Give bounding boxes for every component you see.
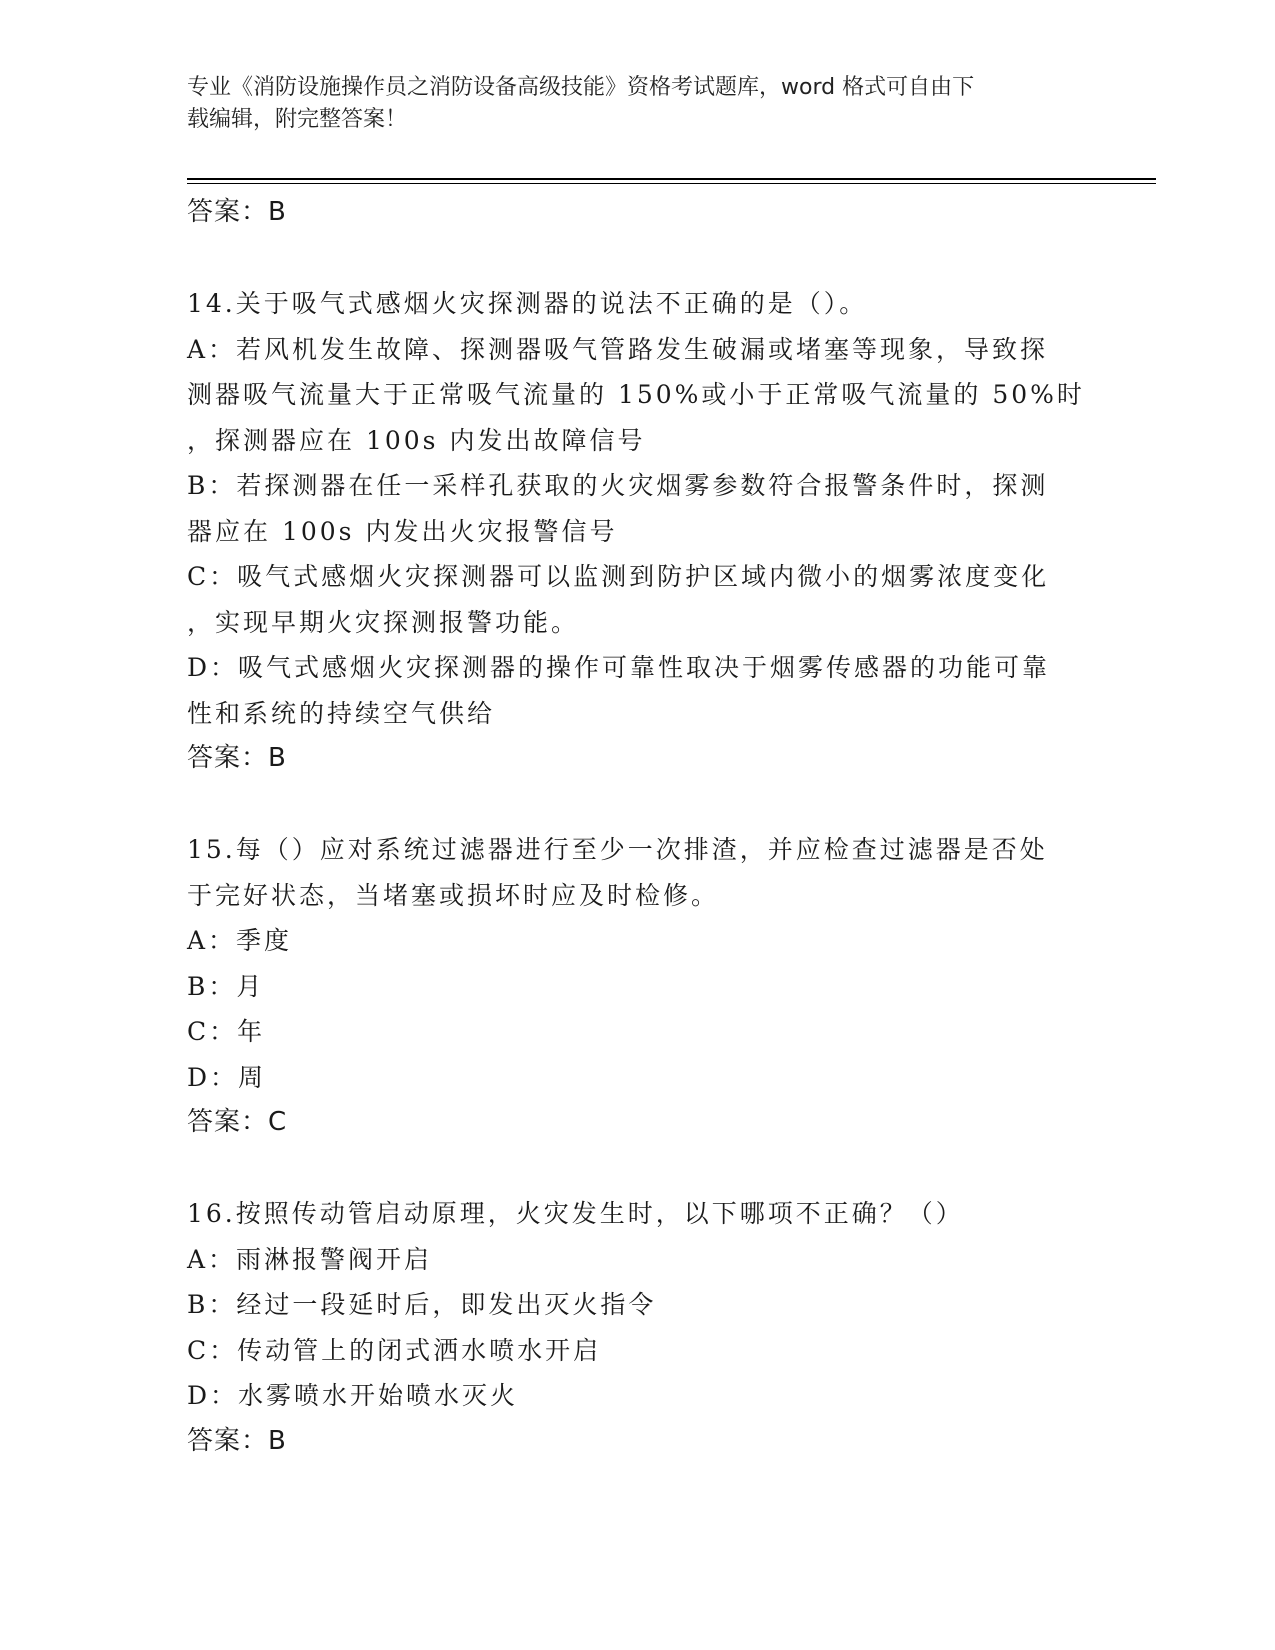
option-d-line-1: D：吸气式感烟火灾探测器的操作可靠性取决于烟雾传感器的功能可靠 — [187, 653, 1051, 682]
option-b-line-2: 器应在 100s 内发出火灾报警信号 — [187, 516, 618, 546]
header-divider-thick — [187, 178, 1156, 180]
answer: 答案：B — [187, 743, 287, 773]
previous-answer: 答案：B — [187, 197, 287, 227]
header-line-1: 专业《消防设施操作员之消防设备高级技能》资格考试题库，word 格式可自由下 — [187, 75, 975, 100]
option-d-line-2: 性和系统的持续空气供给 — [187, 698, 496, 728]
option-c: C：年 — [187, 1017, 266, 1046]
option-b: B：经过一段延时后，即发出灭火指令 — [187, 1290, 657, 1319]
question-14 — [187, 281, 1085, 782]
option-a: A：季度 — [187, 926, 293, 955]
answer: 答案：C — [187, 1107, 288, 1137]
answer: 答案：B — [187, 1425, 287, 1456]
spacer — [187, 236, 1067, 282]
option-d: D：周 — [187, 1062, 267, 1092]
header-divider-thin — [187, 183, 1156, 184]
question-stem: 14.关于吸气式感烟火灾探测器的说法不正确的是（）。 — [187, 289, 868, 318]
option-a-line-2: 测器吸气流量大于正常吸气流量的 150%或小于正常吸气流量的 50%时 — [187, 380, 1085, 409]
question-stem-line-1: 15.每（）应对系统过滤器进行至少一次排渣，并应检查过滤器是否处 — [187, 835, 1048, 864]
question-stem-line-2: 于完好状态，当堵塞或损坏时应及时检修。 — [187, 880, 720, 910]
question-16 — [187, 1191, 1067, 1464]
spacer — [187, 782, 1067, 828]
header-line-2: 载编辑，附完整答案！ — [187, 107, 408, 132]
spacer — [187, 1146, 1067, 1192]
option-d: D：水雾喷水开始喷水灭火 — [187, 1381, 519, 1410]
option-a-line-1: A：若风机发生故障、探测器吸气管路发生破漏或堵塞等现象，导致探 — [187, 334, 1049, 364]
option-a-line-3: ，探测器应在 100s 内发出故障信号 — [187, 425, 646, 455]
option-c-line-2: ，实现早期火灾探测报警功能。 — [187, 607, 580, 637]
document-body — [187, 190, 1085, 1464]
question-stem: 16.按照传动管启动原理，火灾发生时，以下哪项不正确？（） — [187, 1199, 964, 1228]
option-a: A：雨淋报警阀开启 — [187, 1244, 433, 1274]
option-c: C：传动管上的闭式洒水喷水开启 — [187, 1335, 602, 1365]
question-15 — [187, 827, 1067, 1146]
page-header — [187, 72, 1067, 136]
option-b-line-1: B：若探测器在任一采样孔获取的火灾烟雾参数符合报警条件时，探测 — [187, 471, 1049, 500]
option-b: B：月 — [187, 971, 265, 1001]
option-c-line-1: C：吸气式感烟火灾探测器可以监测到防护区域内微小的烟雾浓度变化 — [187, 562, 1050, 591]
